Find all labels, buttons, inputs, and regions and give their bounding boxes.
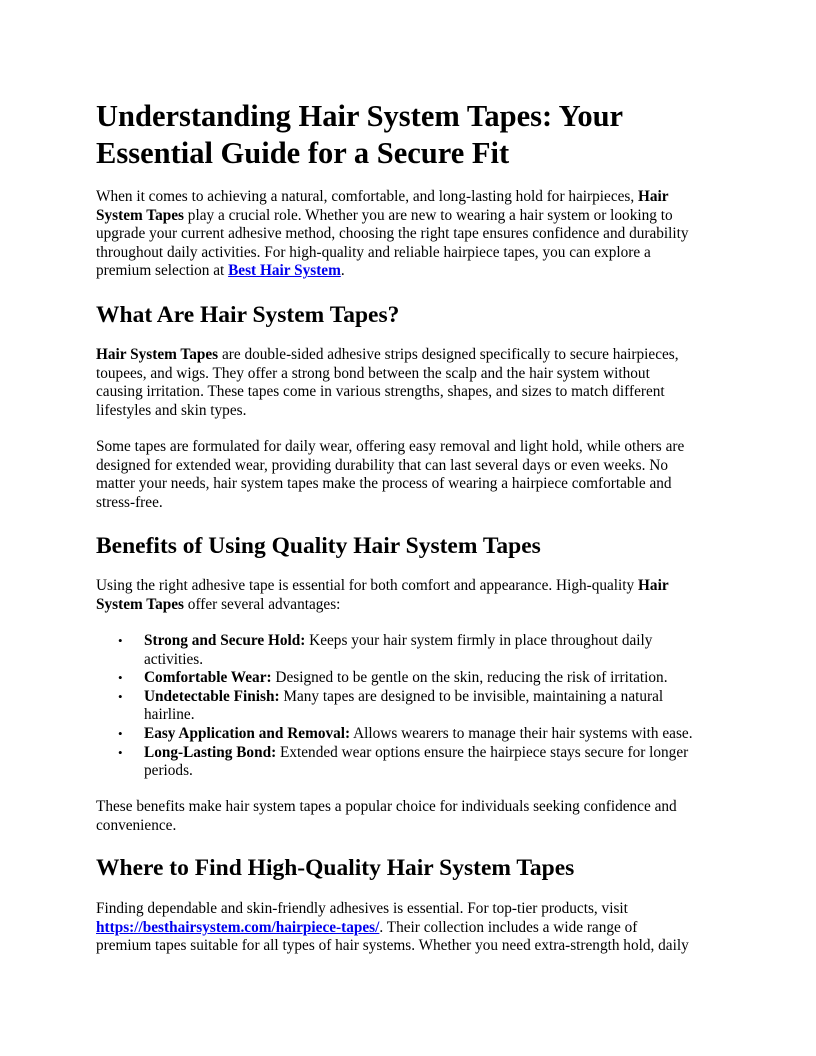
s3p1-line-3: premium tapes suitable for all types of hair systems. Whether you need extra-strength hold, daily xyxy=(96,937,689,955)
s2-intro-line-2-text: offer several advantages: xyxy=(183,595,341,613)
list-item-continuation: hairline. xyxy=(144,706,195,724)
list-item-continuation: activities. xyxy=(144,650,204,668)
list-item-text: Designed to be gentle on the skin, reducing the risk of irritation. xyxy=(271,669,668,687)
s2-intro-line-1 xyxy=(96,577,728,596)
s1p2-line-2: designed for extended wear, providing durability that can last several days or even weeks. No xyxy=(96,456,668,474)
bullet-icon: • xyxy=(118,688,123,704)
list-item-bold: Undetectable Finish: xyxy=(144,687,280,705)
s2-intro-line-2-bold: System Tapes xyxy=(96,595,184,613)
section2-outro-paragraph xyxy=(96,798,728,835)
section-heading-benefits: Benefits of Using Quality Hair System Tapes xyxy=(96,533,541,559)
list-item-bold: Easy Application and Removal: xyxy=(144,724,351,742)
intro-line-3: upgrade your current adhesive method, choosing the right tape ensures confidence and durability xyxy=(96,225,689,243)
intro-line-4: throughout daily activities. For high-quality and reliable hairpiece tapes, you can explore a xyxy=(96,243,651,261)
s3p1-line-2 xyxy=(96,919,728,938)
s1p2-line-4: stress-free. xyxy=(96,493,163,511)
s1p1-line-1-text: are double-sided adhesive strips designed specifically to secure hairpieces, xyxy=(218,346,679,363)
intro-line-2-bold: System Tapes xyxy=(96,206,184,224)
section-heading-where-to-find: Where to Find High-Quality Hair System Tapes xyxy=(96,855,575,881)
list-item-line xyxy=(144,744,736,763)
benefits-list xyxy=(96,632,736,781)
hairpiece-tapes-link[interactable]: https://besthairsystem.com/hairpiece-tapes/ xyxy=(96,918,380,936)
list-item-bold: Long-Lasting Bond: xyxy=(144,743,277,761)
s2-outro-line-2: convenience. xyxy=(96,816,177,834)
list-item xyxy=(96,632,736,669)
list-item xyxy=(96,744,736,781)
intro-paragraph xyxy=(96,188,728,281)
section2-intro-paragraph xyxy=(96,577,728,614)
s2-intro-line-1-bold: Hair xyxy=(638,577,669,594)
s1p2-line-1: Some tapes are formulated for daily wear, offering easy removal and light hold, while others are xyxy=(96,438,685,455)
bullet-icon: • xyxy=(118,725,123,741)
title-line-2: Essential Guide for a Secure Fit xyxy=(96,136,510,170)
list-item xyxy=(96,688,736,725)
intro-line-2-text: play a crucial role. Whether you are new to wearing a hair system or looking to xyxy=(183,206,673,224)
s3p1-line-1: Finding dependable and skin-friendly adhesives is essential. For top-tier products, visit xyxy=(96,900,628,917)
list-item-continuation: periods. xyxy=(144,762,193,780)
list-item-line xyxy=(144,669,736,688)
best-hair-system-link[interactable]: Best Hair System xyxy=(228,262,341,280)
section1-paragraph-1 xyxy=(96,346,728,420)
bullet-icon: • xyxy=(118,744,123,760)
intro-line-1 xyxy=(96,188,728,207)
title-line-1: Understanding Hair System Tapes: Your xyxy=(96,99,624,133)
list-item-line xyxy=(144,632,736,651)
s1p2-line-3: matter your needs, hair system tapes make the process of wearing a hairpiece comfortable and xyxy=(96,475,672,493)
list-item-text: Many tapes are designed to be invisible, maintaining a natural xyxy=(279,687,664,705)
s1p1-line-2: toupees, and wigs. They offer a strong bond between the scalp and the hair system without xyxy=(96,364,650,382)
page-title xyxy=(96,98,728,172)
intro-line-5-text: premium selection at xyxy=(96,262,229,280)
s2-outro-line-1: These benefits make hair system tapes a popular choice for individuals seeking confidence and xyxy=(96,798,677,815)
s1p1-line-4: lifestyles and skin types. xyxy=(96,401,247,419)
s2-intro-line-2 xyxy=(96,596,728,615)
bullet-icon: • xyxy=(118,670,123,686)
section3-paragraph-1 xyxy=(96,900,728,956)
s3p1-line-2-text: . Their collection includes a wide range of xyxy=(379,918,638,936)
list-item-text: Extended wear options ensure the hairpiece stays secure for longer xyxy=(276,743,689,761)
section-heading-what-are: What Are Hair System Tapes? xyxy=(96,302,400,328)
list-item xyxy=(96,725,736,744)
section1-paragraph-2 xyxy=(96,438,728,512)
list-item-text: Keeps your hair system firmly in place throughout daily xyxy=(305,632,653,649)
intro-line-5 xyxy=(96,262,728,281)
intro-line-5-end: . xyxy=(340,262,345,280)
bullet-icon: • xyxy=(118,633,123,648)
list-item xyxy=(96,669,736,688)
list-item-bold: Comfortable Wear: xyxy=(144,669,272,687)
s1p1-line-1-bold: Hair System Tapes xyxy=(96,346,219,363)
list-item-bold: Strong and Secure Hold: xyxy=(144,632,306,649)
intro-line-2 xyxy=(96,207,728,226)
s2-intro-line-1-text: Using the right adhesive tape is essential for both comfort and appearance. High-quality xyxy=(96,577,639,594)
list-item-text: Allows wearers to manage their hair systems with ease. xyxy=(350,724,693,742)
s1p1-line-1 xyxy=(96,346,728,365)
list-item-line xyxy=(144,688,736,707)
intro-line-1-bold: Hair xyxy=(638,188,669,205)
s1p1-line-3: causing irritation. These tapes come in various strengths, shapes, and sizes to match different xyxy=(96,383,665,401)
intro-line-1-text: When it comes to achieving a natural, comfortable, and long-lasting hold for hairpieces, xyxy=(96,188,639,205)
list-item-line xyxy=(144,725,736,744)
